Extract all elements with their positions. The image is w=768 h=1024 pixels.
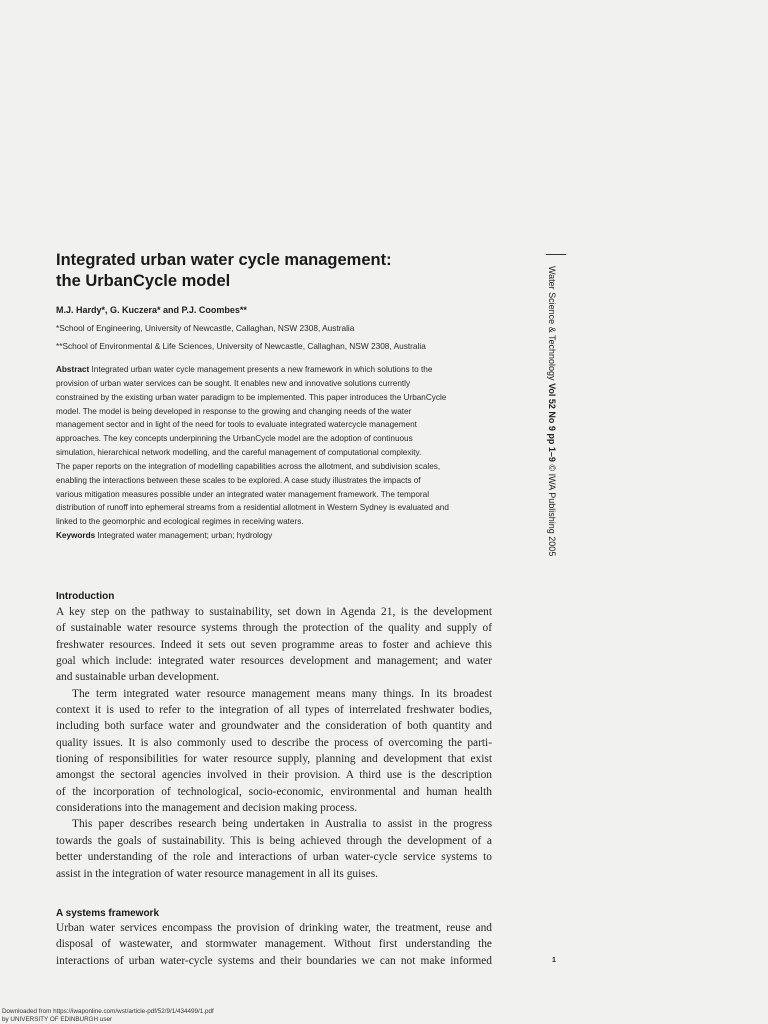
affiliation-1: *School of Engineering, University of Newcastle, Callaghan, NSW 2308, Australia — [56, 323, 355, 333]
abstract-line: approaches. The key concepts underpinning the UrbanCycle model are the adoption of continuous — [56, 434, 413, 444]
body-line: better understanding of the role and interactions of urban water-cycle service systems to — [56, 851, 492, 864]
keywords-text: Integrated water management; urban; hydrology — [97, 531, 273, 541]
keywords-label: Keywords — [56, 531, 96, 541]
introduction-body — [56, 604, 492, 882]
running-head — [546, 266, 558, 556]
body-line: towards the goals of sustainability. This is being achieved through the development of a — [56, 834, 492, 847]
body-line: tioning of responsibilities for water resource supply, planning and development that exist — [56, 753, 492, 766]
body-line: of the incorporation of technological, socio-economic, environmental and human health — [56, 785, 492, 798]
body-line: context it is used to refer to the integration of all types of interrelated freshwater bodies, — [56, 704, 492, 717]
body-line: This paper describes research being undertaken in Australia to assist in the progress — [72, 818, 492, 831]
abstract-line: constrained by the existing urban water paradigm to be implemented. This paper introduces the UrbanCycle — [56, 392, 447, 402]
abstract-line: provision of urban water services can be sought. It enables new and innovative solutions currently — [56, 378, 411, 388]
keywords-line — [56, 529, 496, 543]
journal-name: Water Science & Technology — [547, 266, 557, 381]
body-line: The term integrated water resource management means many things. In its broadest — [72, 687, 492, 700]
abstract-line: model. The model is being developed in response to the growing and changing needs of the water — [56, 406, 412, 416]
body-line: quality issues. It is also commonly used to describe the process of overcoming the parti- — [56, 736, 492, 749]
body-line: freshwater resources. Indeed it sets out seven programme areas to foster and achieve this — [56, 638, 492, 651]
title-line-2: the UrbanCycle model — [56, 272, 231, 290]
abstract-line: simulation, hierarchical network modelling, and the careful management of computational complexity. — [56, 448, 422, 458]
title-line-1: Integrated urban water cycle management: — [56, 251, 392, 269]
body-line: assist in the integration of water resource management in all its guises. — [56, 867, 379, 880]
body-line: interactions of urban water-cycle systems and their boundaries we can not make informed — [56, 954, 492, 967]
body-line: amongst the sectoral agencies involved in their provision. A third use is the description — [56, 769, 492, 782]
abstract-line: The paper reports on the integration of modelling capabilities across the allotment, and subdivision scales, — [56, 461, 441, 471]
abstract-line: Abstract Integrated urban water cycle management presents a new framework in which solutions to the — [56, 365, 433, 374]
copyright-notice: © IWA Publishing 2005 — [547, 464, 557, 557]
systems-framework-body — [56, 920, 492, 969]
section-heading-introduction: Introduction — [56, 591, 115, 602]
abstract-line: enabling the interactions between these scales to be explored. A case study illustrates the impacts of — [56, 475, 421, 485]
download-notice: Downloaded from https://iwaponline.com/wst/article-pdf/52/9/1/434499/1.pdf — [2, 1008, 214, 1015]
running-head-rule — [546, 254, 566, 255]
volume-info: Vol 52 No 9 pp 1–9 — [547, 383, 557, 462]
body-line: goal which include: integrated water resources development and management; and water — [56, 655, 492, 668]
body-line: and sustainable urban development. — [56, 671, 220, 684]
paper-title — [56, 250, 526, 292]
abstract-line: distribution of runoff into ephemeral streams from a residential allotment in Western Sydney is evaluated and — [56, 503, 449, 513]
body-line: including both surface water and groundwater and the consideration of both quantity and — [56, 720, 492, 733]
body-line: considerations into the management and decision making process. — [56, 802, 358, 815]
section-heading-systems-framework: A systems framework — [56, 908, 160, 919]
abstract-label: Abstract — [56, 365, 90, 374]
author-list: M.J. Hardy*, G. Kuczera* and P.J. Coombes** — [56, 305, 247, 315]
body-line: of sustainable water resource systems through the protection of the quality and supply of — [56, 622, 492, 635]
body-line: Urban water services encompass the provision of drinking water, the treatment, reuse and — [56, 922, 492, 934]
abstract-line: management sector and in light of the need for tools to evaluate integrated watercycle management — [56, 420, 417, 430]
page-number: 1 — [552, 957, 556, 964]
affiliation-2: **School of Environmental & Life Sciences, University of Newcastle, Callaghan, NSW 2308, Australia — [56, 341, 426, 351]
abstract-block — [56, 363, 496, 543]
abstract-line: linked to the geomorphic and ecological regimes in receiving waters. — [56, 517, 304, 527]
body-line: A key step on the pathway to sustainability, set down in Agenda 21, is the development — [56, 606, 492, 618]
body-line: disposal of wastewater, and stormwater management. Without first understanding the — [56, 938, 492, 951]
download-user-notice: by UNIVERSITY OF EDINBURGH user — [2, 1016, 113, 1023]
abstract-line: various mitigation measures possible under an integrated water management framework. The temporal — [56, 489, 430, 499]
